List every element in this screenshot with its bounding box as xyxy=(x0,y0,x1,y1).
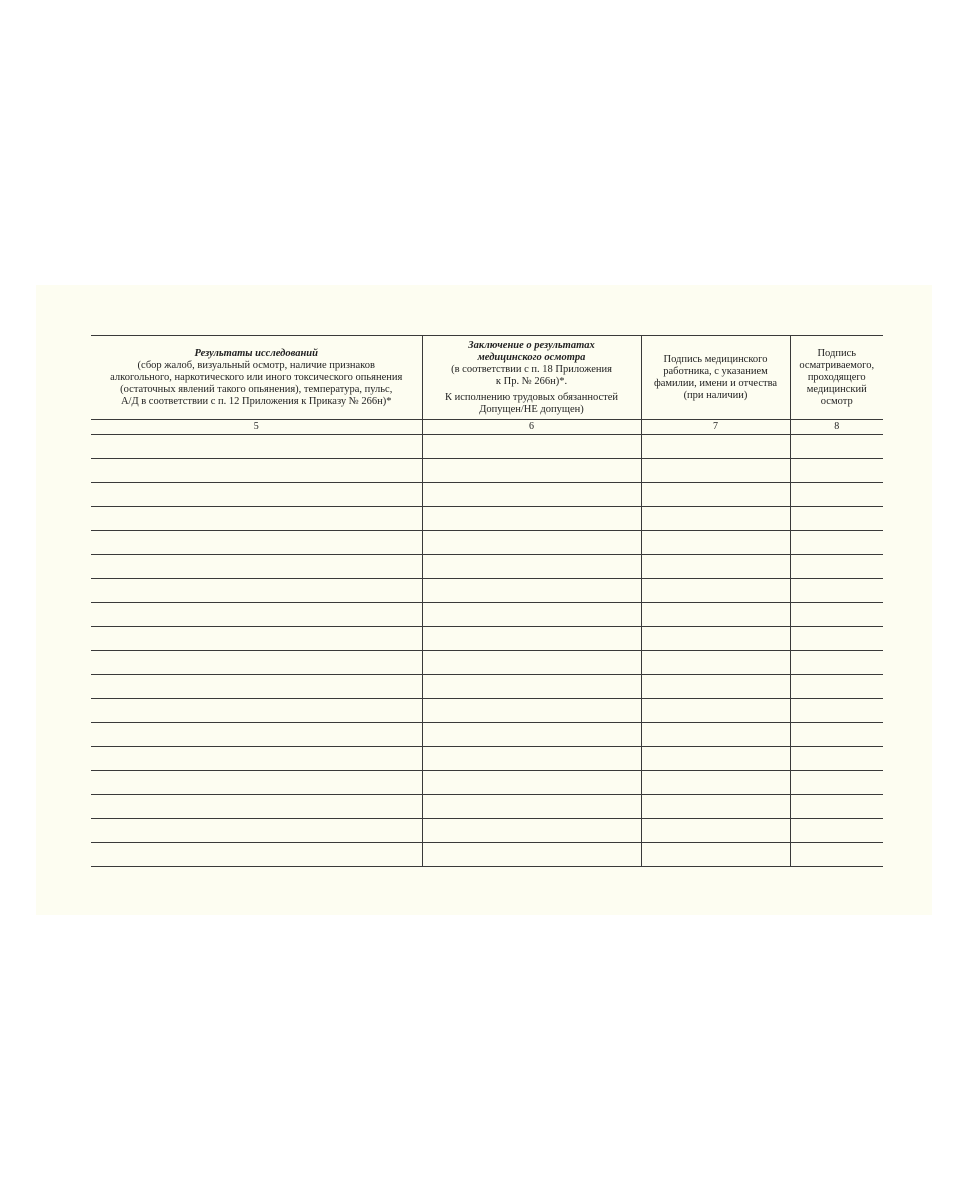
table-row xyxy=(91,651,883,675)
header-cell-medic-signature xyxy=(641,336,790,420)
conclusion-cell[interactable] xyxy=(422,771,641,795)
medic-signature-cell[interactable] xyxy=(641,555,790,579)
results-cell[interactable] xyxy=(91,627,422,651)
examinee-signature-cell[interactable] xyxy=(790,675,883,699)
examinee-signature-cell[interactable] xyxy=(790,699,883,723)
column-number: 6 xyxy=(422,420,641,435)
results-cell[interactable] xyxy=(91,579,422,603)
examinee-signature-cell[interactable] xyxy=(790,819,883,843)
results-cell[interactable] xyxy=(91,699,422,723)
results-cell[interactable] xyxy=(91,531,422,555)
column-number-row xyxy=(91,420,883,435)
results-cell[interactable] xyxy=(91,843,422,867)
conclusion-admission: К исполнению трудовых обязанностей Допущен/НЕ допущен) xyxy=(444,391,618,415)
conclusion-cell[interactable] xyxy=(422,435,641,459)
table-row xyxy=(91,483,883,507)
conclusion-cell[interactable] xyxy=(422,579,641,603)
header-cell-conclusion xyxy=(422,336,641,420)
form-sheet xyxy=(36,285,932,915)
conclusion-cell[interactable] xyxy=(422,651,641,675)
medic-signature-cell[interactable] xyxy=(641,603,790,627)
table-row xyxy=(91,507,883,531)
conclusion-cell[interactable] xyxy=(422,843,641,867)
medic-signature-cell[interactable] xyxy=(641,771,790,795)
medic-signature-label: Подпись медицинского работника, с указанием фамилии, имени и отчества (при наличии) xyxy=(653,353,778,401)
table-row xyxy=(91,723,883,747)
examinee-signature-cell[interactable] xyxy=(790,579,883,603)
table-row xyxy=(91,603,883,627)
examinee-signature-cell[interactable] xyxy=(790,459,883,483)
table-row xyxy=(91,843,883,867)
conclusion-cell[interactable] xyxy=(422,819,641,843)
table-row xyxy=(91,531,883,555)
conclusion-cell[interactable] xyxy=(422,483,641,507)
conclusion-cell[interactable] xyxy=(422,795,641,819)
table-row xyxy=(91,627,883,651)
results-cell[interactable] xyxy=(91,651,422,675)
table-row xyxy=(91,675,883,699)
conclusion-cell[interactable] xyxy=(422,675,641,699)
header-cell-examinee-signature xyxy=(790,336,883,420)
conclusion-cell[interactable] xyxy=(422,627,641,651)
results-cell[interactable] xyxy=(91,675,422,699)
results-cell[interactable] xyxy=(91,507,422,531)
header-cell-results xyxy=(91,336,422,420)
column-number: 5 xyxy=(91,420,422,435)
conclusion-cell[interactable] xyxy=(422,459,641,483)
medic-signature-cell[interactable] xyxy=(641,651,790,675)
medic-signature-cell[interactable] xyxy=(641,507,790,531)
examinee-signature-cell[interactable] xyxy=(790,843,883,867)
results-cell[interactable] xyxy=(91,603,422,627)
conclusion-cell[interactable] xyxy=(422,531,641,555)
medic-signature-cell[interactable] xyxy=(641,819,790,843)
table-body xyxy=(91,435,883,867)
table-row xyxy=(91,699,883,723)
examinee-signature-label: Подпись осматриваемого, проходящего медицинский осмотр xyxy=(799,347,875,407)
results-cell[interactable] xyxy=(91,747,422,771)
examinee-signature-cell[interactable] xyxy=(790,723,883,747)
header-row xyxy=(91,336,883,420)
medic-signature-cell[interactable] xyxy=(641,747,790,771)
table-row xyxy=(91,459,883,483)
results-cell[interactable] xyxy=(91,771,422,795)
medic-signature-cell[interactable] xyxy=(641,435,790,459)
results-cell[interactable] xyxy=(91,723,422,747)
column-number: 8 xyxy=(790,420,883,435)
results-cell[interactable] xyxy=(91,435,422,459)
results-description: (сбор жалоб, визуальный осмотр, наличие признаков алкогольного, наркотического или иного токсического опьянения (остаточных явлений такого опьянения), температура, пульс, А/Д в соответствии с п. 12 Приложения к Приказу № 266н)* xyxy=(110,359,403,407)
conclusion-cell[interactable] xyxy=(422,723,641,747)
conclusion-cell[interactable] xyxy=(422,555,641,579)
medic-signature-cell[interactable] xyxy=(641,459,790,483)
examinee-signature-cell[interactable] xyxy=(790,651,883,675)
column-number: 7 xyxy=(641,420,790,435)
medic-signature-cell[interactable] xyxy=(641,483,790,507)
examinee-signature-cell[interactable] xyxy=(790,771,883,795)
examinee-signature-cell[interactable] xyxy=(790,483,883,507)
conclusion-cell[interactable] xyxy=(422,699,641,723)
table-row xyxy=(91,555,883,579)
table-row xyxy=(91,579,883,603)
examinee-signature-cell[interactable] xyxy=(790,795,883,819)
conclusion-cell[interactable] xyxy=(422,507,641,531)
examinee-signature-cell[interactable] xyxy=(790,531,883,555)
medic-signature-cell[interactable] xyxy=(641,699,790,723)
examinee-signature-cell[interactable] xyxy=(790,627,883,651)
examinee-signature-cell[interactable] xyxy=(790,747,883,771)
table-row xyxy=(91,771,883,795)
medic-signature-cell[interactable] xyxy=(641,675,790,699)
medic-signature-cell[interactable] xyxy=(641,531,790,555)
medic-signature-cell[interactable] xyxy=(641,795,790,819)
medic-signature-cell[interactable] xyxy=(641,579,790,603)
table-row xyxy=(91,747,883,771)
examinee-signature-cell[interactable] xyxy=(790,603,883,627)
medic-signature-cell[interactable] xyxy=(641,723,790,747)
conclusion-reference: (в соответствии с п. 18 Приложения к Пр. № 266н)*. xyxy=(451,363,612,387)
results-cell[interactable] xyxy=(91,555,422,579)
table-row xyxy=(91,795,883,819)
results-cell[interactable] xyxy=(91,795,422,819)
results-title: Результаты исследований xyxy=(194,347,318,359)
conclusion-title: Заключение о результатах медицинского осмотра xyxy=(468,339,595,363)
inspection-log-table xyxy=(91,335,883,867)
examinee-signature-cell[interactable] xyxy=(790,555,883,579)
medic-signature-cell[interactable] xyxy=(641,627,790,651)
examinee-signature-cell[interactable] xyxy=(790,435,883,459)
results-cell[interactable] xyxy=(91,819,422,843)
conclusion-cell[interactable] xyxy=(422,747,641,771)
results-cell[interactable] xyxy=(91,459,422,483)
results-cell[interactable] xyxy=(91,483,422,507)
examinee-signature-cell[interactable] xyxy=(790,507,883,531)
table-row xyxy=(91,435,883,459)
medic-signature-cell[interactable] xyxy=(641,843,790,867)
conclusion-cell[interactable] xyxy=(422,603,641,627)
table-row xyxy=(91,819,883,843)
